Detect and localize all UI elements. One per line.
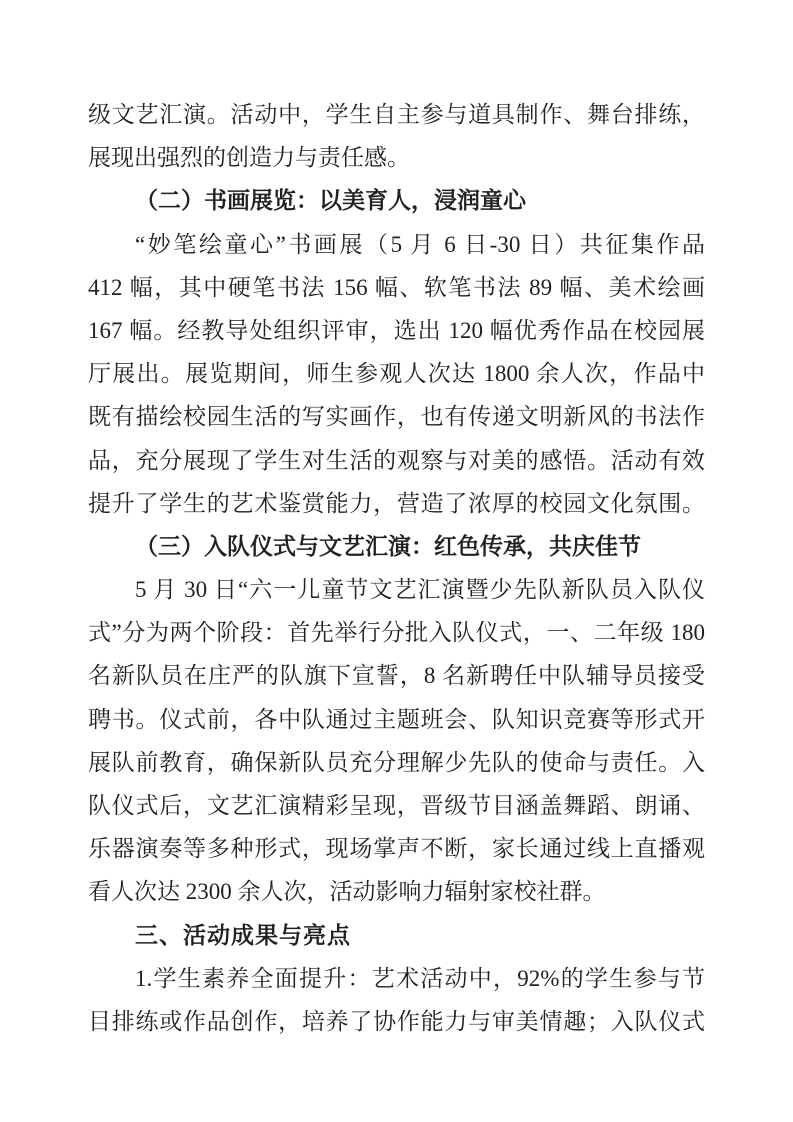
text-line: 412 幅，其中硬笔书法 156 幅、软笔书法 89 幅、美术绘画: [88, 274, 705, 300]
text-line: 式”分为两个阶段：首先举行分批入队仪式，一、二年级 180: [88, 620, 705, 646]
text-line: “妙笔绘童心”书画展（5 月 6 日-30 日）共征集作品: [135, 231, 705, 257]
text-line: 级文艺汇演。活动中，学生自主参与道具制作、舞台排练，: [88, 102, 705, 127]
text-line: 提升了学生的艺术鉴赏能力，营造了浓厚的校园文化氛围。: [88, 490, 705, 516]
text-line: 目排练或作品创作，培养了协作能力与审美情趣；入队仪式: [88, 1008, 705, 1034]
text-line: 展现出强烈的创造力与责任感。: [88, 145, 410, 171]
paragraph: [88, 957, 705, 1043]
text-line: 1.学生素养全面提升：艺术活动中，92%的学生参与节: [135, 965, 705, 991]
subsection-heading-2: （二）书画展览：以美育人，浸润童心: [135, 188, 526, 214]
text-line: 厅展出。展览期间，师生参观人次达 1800 余人次，作品中: [88, 361, 705, 387]
paragraph: [88, 179, 705, 222]
text-line: 展队前教育，确保新队员充分理解少先队的使命与责任。入: [88, 749, 705, 775]
paragraph: [88, 914, 705, 957]
text-line: 品，充分展现了学生对生活的观察与对美的感悟。活动有效: [88, 447, 705, 473]
text-line: 5 月 30 日“六一儿童节文艺汇演暨少先队新队员入队仪: [135, 577, 705, 603]
paragraph: [88, 223, 705, 525]
text-line: 名新队员在庄严的队旗下宣誓，8 名新聘任中队辅导员接受: [88, 663, 705, 689]
paragraph: [88, 93, 705, 179]
text-line: 167 幅。经教导处组织评审，选出 120 幅优秀作品在校园展: [88, 317, 705, 343]
paragraph: [88, 525, 705, 568]
text-line: 乐器演奏等多种形式，现场掌声不断，家长通过线上直播观: [88, 836, 705, 862]
paragraph: [88, 568, 705, 914]
text-line: 看人次达 2300 余人次，活动影响力辐射家校社群。: [88, 879, 606, 905]
text-line: 队仪式后，文艺汇演精彩呈现，晋级节目涵盖舞蹈、朗诵、: [88, 793, 705, 818]
section-heading-main: 三、活动成果与亮点: [135, 921, 351, 948]
text-line: 既有描绘校园生活的写实画作，也有传递文明新风的书法作: [88, 404, 705, 430]
subsection-heading-3: （三）入队仪式与文艺汇演：红色传承，共庆佳节: [135, 533, 641, 559]
text-line: 聘书。仪式前，各中队通过主题班会、队知识竞赛等形式开: [88, 706, 705, 732]
